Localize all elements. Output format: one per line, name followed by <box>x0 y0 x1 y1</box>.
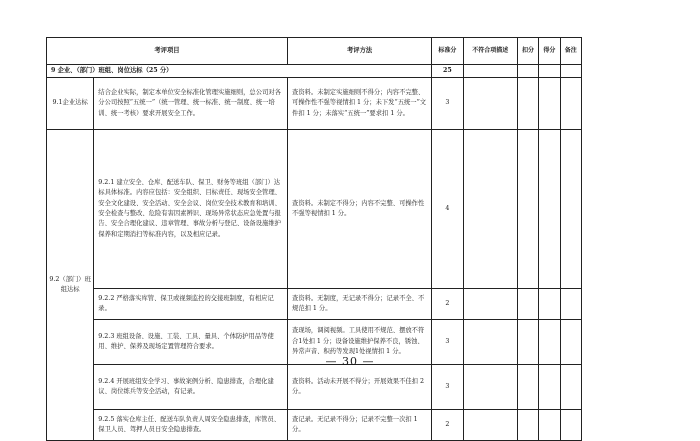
cell-remark <box>560 130 581 289</box>
requirement-cell: 9.2.5 落实仓库主任、配送车队负责人周安全隐患排查，库管员、保卫人员、驾押人员日安全隐患排查。 <box>94 410 288 441</box>
points-cell: 3 <box>432 320 464 365</box>
method-cell: 查资料。未制定不得分；内容不完整、可操作性不强等视情扣 1 分。 <box>288 130 432 289</box>
cell-remark <box>560 289 581 320</box>
header-deduct: 扣分 <box>517 38 538 65</box>
table-row <box>47 410 582 441</box>
requirement-cell: 结合企业实际，制定本单位安全标准化管理实施细则，总公司对各分公司按照“五统一”（统一管理、统一标准、统一制度、统一培训、统一考核）要求开展安全工作。 <box>94 78 288 130</box>
category-label: 9.2（部门）班组达标 <box>47 130 94 441</box>
table-row <box>47 130 582 289</box>
cell-remark <box>560 65 581 78</box>
cell-deduct <box>517 65 538 78</box>
header-item: 考评项目 <box>47 38 288 65</box>
table-row <box>47 78 582 130</box>
cell-nonconform <box>463 130 517 289</box>
cell-nonconform <box>463 78 517 130</box>
cell-deduct <box>517 365 538 410</box>
cell-nonconform <box>463 289 517 320</box>
category-label: 9.1企业达标 <box>47 78 94 130</box>
section-row <box>47 65 582 78</box>
requirement-cell: 9.2.1 建立安全、仓库、配送车队、保卫、财务等班组（部门）达标具体标准。内容应包括：安全组织、目标责任、现场安全管理、安全文化建设、安全活动、安全会议、岗位安全技术教育和培训、安全检查与整改、危险有害因素辨识、现场异常状态应急处置与报告、安全合理化建议、违章管理、事故分析与登记、设备设施维护保养和定期消扫等标准内容，以及相应记录。 <box>94 130 288 289</box>
cell-deduct <box>517 289 538 320</box>
header-method: 考评方法 <box>288 38 432 65</box>
section-title: 9 企业、（部门）班组、岗位达标（25 分） <box>47 65 432 78</box>
cell-nonconform <box>463 65 517 78</box>
header-remark: 备注 <box>560 38 581 65</box>
table-header-row <box>47 38 582 65</box>
cell-score <box>539 365 560 410</box>
method-cell: 查资料。无制度，无记录不得分；记录不全、不规范扣 1 分。 <box>288 289 432 320</box>
page-number: — 30 — <box>325 355 375 368</box>
header-standard: 标准分 <box>432 38 464 65</box>
method-cell: 查现场，调阅视频。工具使用不规范、摆放不符合1处扣 1 分；设备设施维护保养不良，锈蚀、异常声音、积药等发现1处视情扣 1 分。 <box>288 320 432 365</box>
points-cell: 4 <box>432 130 464 289</box>
cell-deduct <box>517 410 538 441</box>
points-cell: 3 <box>432 365 464 410</box>
points-cell: 2 <box>432 289 464 320</box>
cell-remark <box>560 410 581 441</box>
table-row <box>47 365 582 410</box>
evaluation-table <box>46 37 582 441</box>
header-score: 得分 <box>539 38 560 65</box>
section-points: 25 <box>432 65 464 78</box>
requirement-cell: 9.2.2 严格落实库管、保卫或视频监控的交接班制度，有相应记录。 <box>94 289 288 320</box>
method-cell: 查资料。未制定实施细则不得分；内容不完整、可操作性不强等视情扣 1 分；未下发“五统一”文件扣 1 分；未落实“五统一”要求扣 1 分。 <box>288 78 432 130</box>
header-nonconform: 不符合项描述 <box>463 38 517 65</box>
points-cell: 2 <box>432 410 464 441</box>
cell-score <box>539 65 560 78</box>
cell-nonconform <box>463 410 517 441</box>
cell-score <box>539 130 560 289</box>
cell-deduct <box>517 130 538 289</box>
cell-score <box>539 78 560 130</box>
requirement-cell: 9.2.3 班组设备、设施、工装、工具、量具、个体防护用品等使用、维护、保养及现场定置管理符合要求。 <box>94 320 288 365</box>
method-cell: 查资料。活动未开展不得分；开展效果不佳扣 2 分。 <box>288 365 432 410</box>
method-cell: 查记录。无记录不得分；记录不完整一次扣 1 分。 <box>288 410 432 441</box>
cell-score <box>539 410 560 441</box>
table-row <box>47 289 582 320</box>
cell-remark <box>560 78 581 130</box>
requirement-cell: 9.2.4 开展班组安全学习、事故案例分析、隐患排查，合理化建议、岗位练兵等安全活动，有记录。 <box>94 365 288 410</box>
cell-nonconform <box>463 365 517 410</box>
cell-deduct <box>517 78 538 130</box>
cell-remark <box>560 365 581 410</box>
cell-score <box>539 289 560 320</box>
points-cell: 3 <box>432 78 464 130</box>
